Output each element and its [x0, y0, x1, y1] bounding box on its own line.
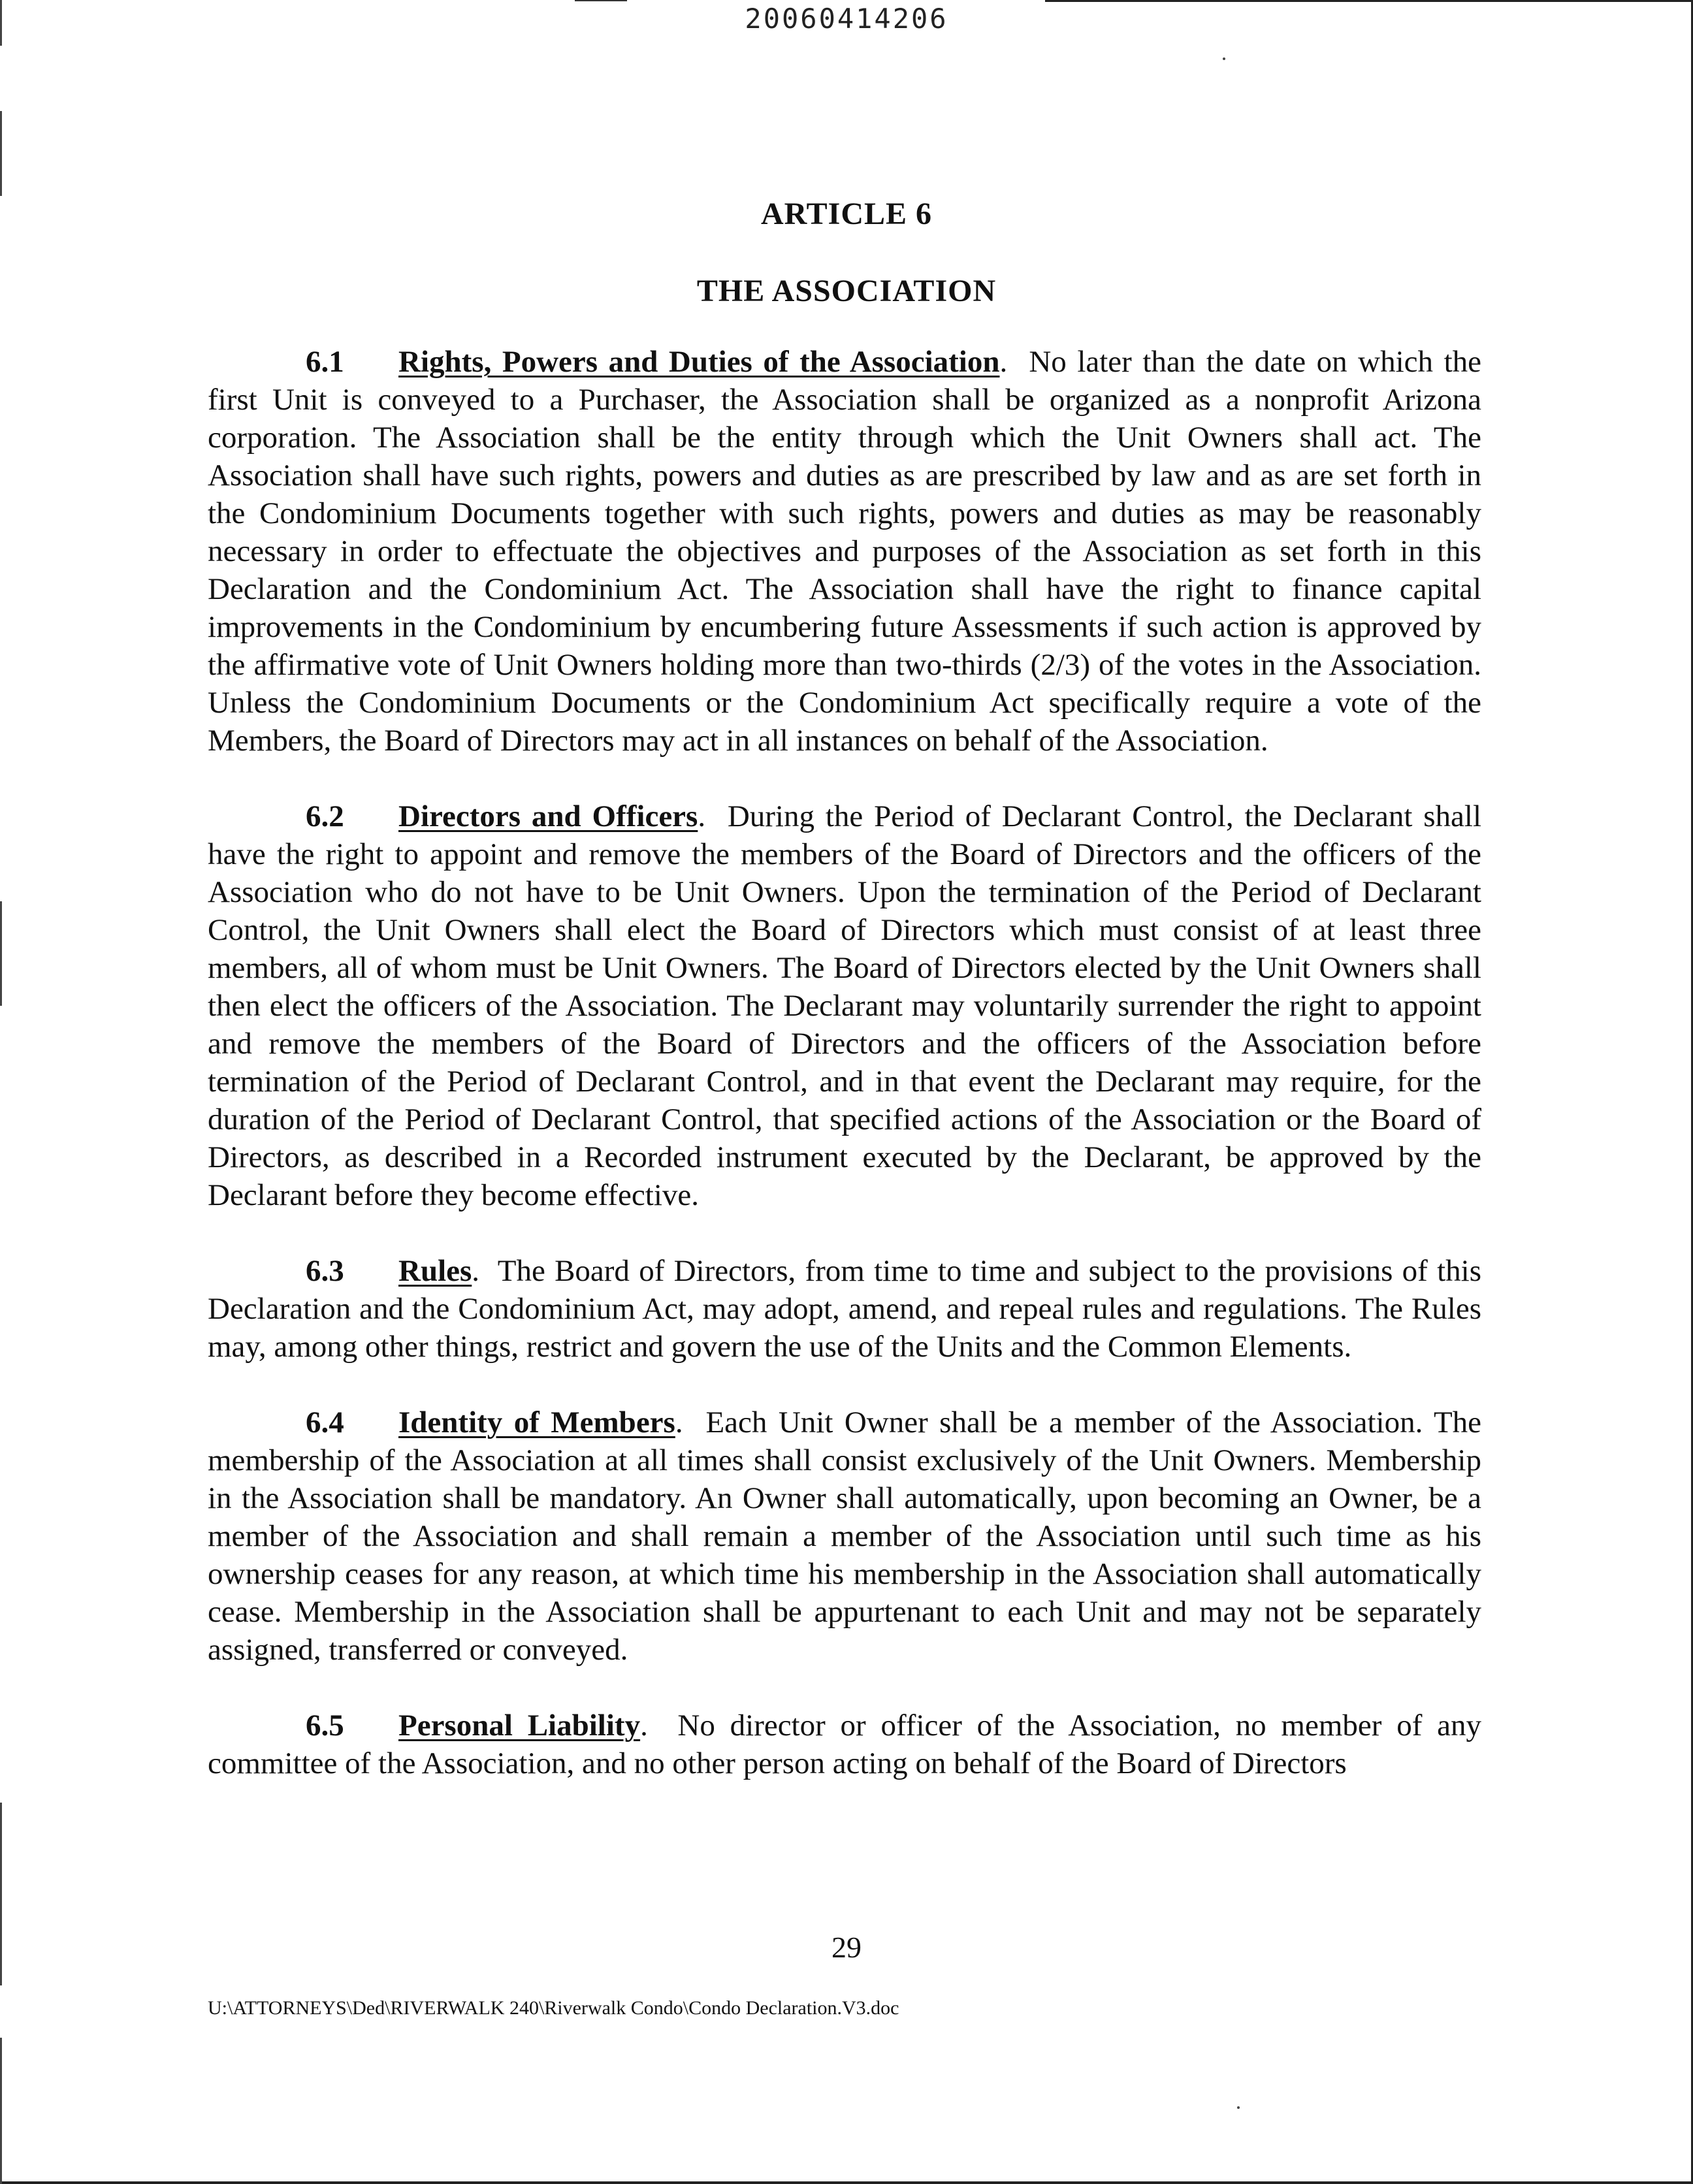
- section-title: Rules: [398, 1254, 472, 1288]
- article-title: THE ASSOCIATION: [696, 274, 997, 308]
- section-title: Personal Liability: [398, 1709, 641, 1742]
- section-number: 6.4: [306, 1405, 344, 1439]
- section-body: No director or officer of the Association, no member of any committee of the Association, and no other person acting on behalf of the Board of Directors: [208, 1709, 1481, 1780]
- section-6-4: [208, 1404, 1481, 1669]
- section-body: The Board of Directors, from time to time and subject to the provisions of this Declaration and the Condominium Act, may adopt, amend, and repeal rules and regulations. The Rules may, among other things, restrict and govern the use of the Units and the Common Elements.: [208, 1254, 1481, 1364]
- section-title-suffix: .: [675, 1405, 683, 1439]
- section-body: Each Unit Owner shall be a member of the Association. The membership of the Association at all times shall consist exclusively of the Unit Owners. Membership in the Association shall be mandatory. An Owner shall automatically, upon becoming an Owner, be a member of the Association and shall remain a member of the Association until such time as his ownership ceases for any reason, at which time his membership in the Association shall automatically cease. Membership in the Association shall be appurtenant to each Unit and may not be separately assigned, transferred or conveyed.: [208, 1405, 1482, 1667]
- section-title-suffix: .: [999, 345, 1008, 379]
- section-6-2: [208, 797, 1481, 1214]
- section-6-3: [208, 1252, 1481, 1366]
- section-title: Identity of Members: [398, 1405, 675, 1439]
- scan-artifact-line: [1045, 0, 1693, 2]
- section-body: During the Period of Declarant Control, the Declarant shall have the right to appoint and remove the members of the Board of Directors and the officers of the Association who do not have to be Unit Owners. Upon the termination of the Period of Declarant Control, the Unit Owners shall elect the Board of Directors which must consist of at least three members, all of whom must be Unit Owners. The Board of Directors elected by the Unit Owners shall then elect the officers of the Association. The Declarant may voluntarily surrender the right to appoint and remove the members of the Board of Directors and the officers of the Association before termination of the Period of Declarant Control, and in that event the Declarant may require, for the duration of the Period of Declarant Control, that specified actions of the Association or the Board of Directors, as described in a Recorded instrument executed by the Declarant, be approved by the Declarant before they become effective.: [208, 799, 1482, 1212]
- article-number: ARTICLE 6: [760, 197, 933, 231]
- page-number: 29: [831, 1931, 862, 1964]
- section-6-5: [208, 1707, 1481, 1782]
- section-number: 6.2: [306, 799, 344, 833]
- section-number: 6.1: [306, 345, 344, 379]
- section-number: 6.5: [306, 1709, 344, 1742]
- scan-artifact-line: [575, 0, 627, 1]
- scan-speck: [1223, 57, 1225, 60]
- section-title: Directors and Officers: [398, 799, 698, 833]
- section-title: Rights, Powers and Duties of the Association: [398, 345, 1000, 379]
- footer-file-path: U:\ATTORNEYS\Ded\RIVERWALK 240\Riverwalk Condo\Condo Declaration.V3.doc: [208, 1997, 899, 2019]
- scan-edge: [0, 2038, 2, 2184]
- scan-edge: [0, 2181, 1693, 2184]
- section-6-1: [208, 343, 1481, 760]
- scan-edge: [0, 901, 2, 1006]
- document-number: 20060414206: [745, 3, 948, 35]
- section-number: 6.3: [306, 1254, 344, 1288]
- section-title-suffix: .: [472, 1254, 480, 1288]
- section-body: No later than the date on which the first Unit is conveyed to a Purchaser, the Association shall be organized as a nonprofit Arizona corporation. The Association shall be the entity through which the Unit Owners shall act. The Association shall have such rights, powers and duties as are prescribed by law and as are set forth in the Condominium Documents together with such rights, powers and duties as may be reasonably necessary in order to effectuate the objectives and purposes of the Association as set forth in this Declaration and the Condominium Act. The Association shall have the right to finance capital improvements in the Condominium by encumbering future Assessments if such action is approved by the affirmative vote of Unit Owners holding more than two-thirds (2/3) of the votes in the Association. Unless the Condominium Documents or the Condominium Act specifically require a vote of the Members, the Board of Directors may act in all instances on behalf of the Association.: [208, 345, 1481, 758]
- scan-edge: [0, 111, 2, 196]
- section-title-suffix: .: [640, 1709, 648, 1742]
- section-title-suffix: .: [698, 799, 706, 833]
- document-body: [208, 343, 1481, 1820]
- scan-speck: [1237, 2106, 1240, 2109]
